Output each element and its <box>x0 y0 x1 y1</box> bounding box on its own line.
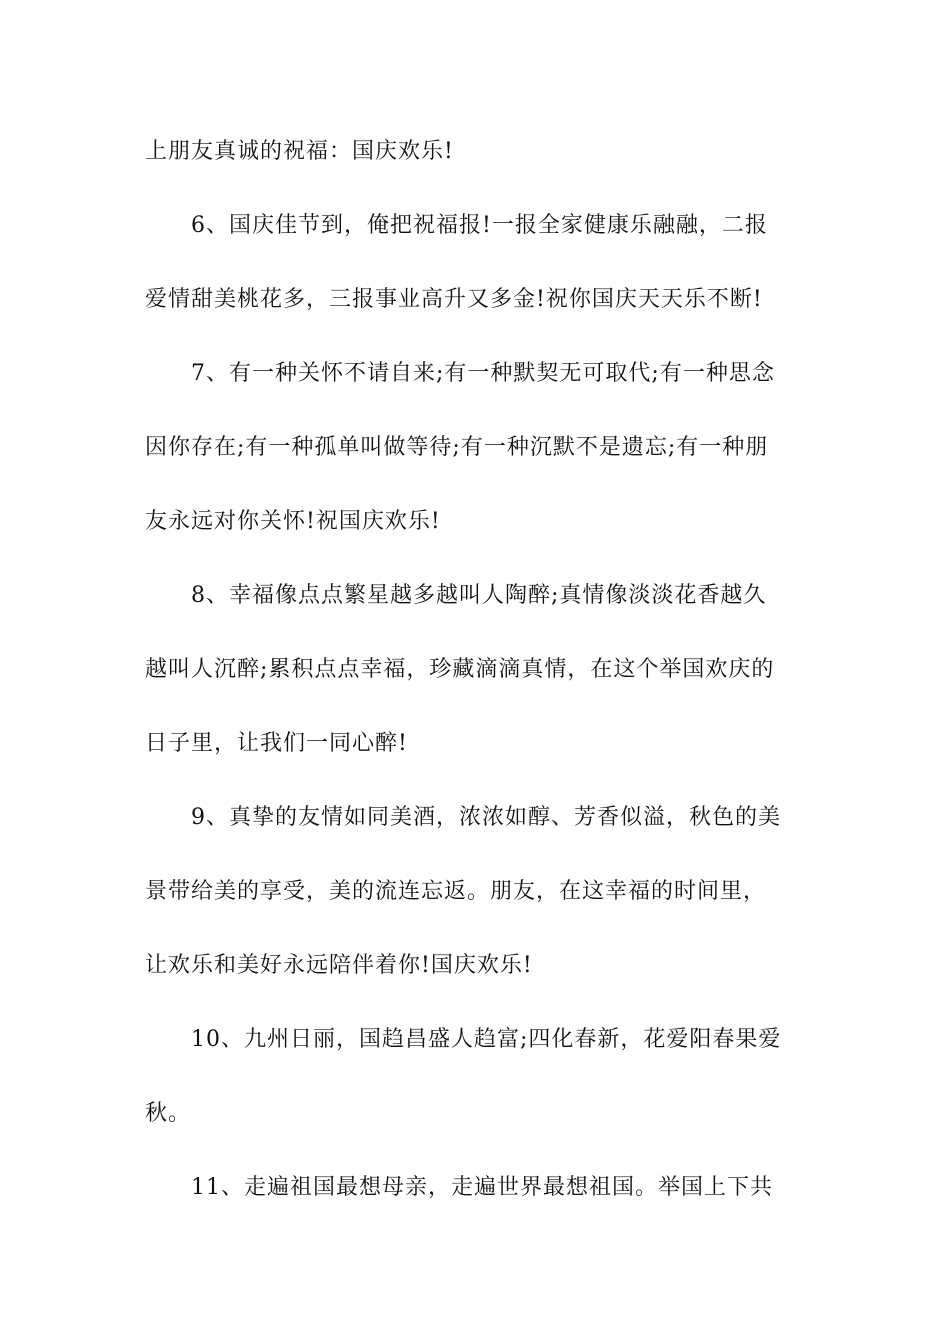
text-line: 让欢乐和美好永远陪伴着你!国庆欢乐! <box>145 953 533 978</box>
text-line: 爱情甜美桃花多，三报事业高升又多金!祝你国庆天天乐不断! <box>145 287 763 312</box>
document-body <box>145 115 810 1225</box>
text-line: 日子里，让我们一同心醉! <box>145 731 408 756</box>
text-line: 友永远对你关怀!祝国庆欢乐! <box>145 509 441 534</box>
text-line: 因你存在;有一种孤单叫做等待;有一种沉默不是遗忘;有一种朋 <box>145 435 769 460</box>
text-line-item-10: 10、九州日丽，国趋昌盛人趋富;四化春新，花爱阳春果爱 <box>191 1027 782 1052</box>
text-line: 越叫人沉醉;累积点点幸福，珍藏滴滴真情，在这个举国欢庆的 <box>145 657 775 682</box>
text-line: 秋。 <box>145 1101 192 1126</box>
text-line-item-11: 11、走遍祖国最想母亲，走遍世界最想祖国。举国上下共 <box>191 1175 773 1200</box>
text-line-item-9: 9、真挚的友情如同美酒，浓浓如醇、芳香似溢，秋色的美 <box>191 805 781 830</box>
text-line: 上朋友真诚的祝福：国庆欢乐! <box>145 139 454 164</box>
text-line-item-8: 8、幸福像点点繁星越多越叫人陶醉;真情像淡淡花香越久 <box>191 583 767 608</box>
text-line-item-7: 7、有一种关怀不请自来;有一种默契无可取代;有一种思念 <box>191 361 775 386</box>
text-line-item-6: 6、国庆佳节到，俺把祝福报!一报全家健康乐融融，二报 <box>191 213 768 238</box>
text-line: 景带给美的享受，美的流连忘返。朋友，在这幸福的时间里， <box>145 879 767 904</box>
